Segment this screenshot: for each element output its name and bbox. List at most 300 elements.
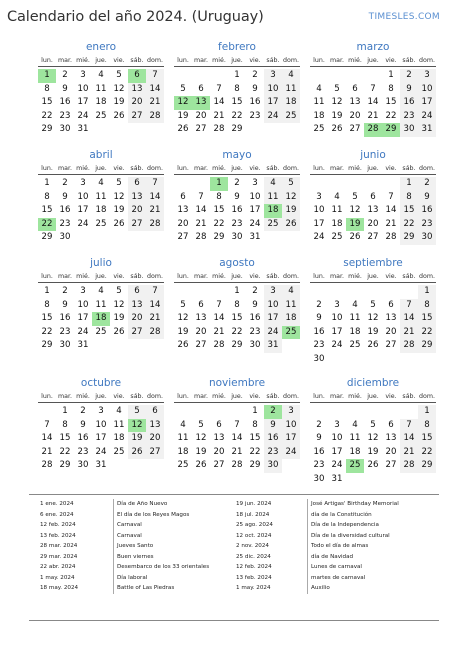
day-cell: 21 (146, 204, 164, 218)
holiday-day-cell: 18 (264, 204, 282, 218)
holiday-day-cell: 19 (346, 218, 364, 232)
month-julio (38, 256, 164, 353)
day-cell: 13 (349, 97, 361, 107)
weekday-label: jue. (231, 165, 243, 172)
weekday-label: mar. (329, 165, 344, 172)
day-cell: 1 (62, 406, 68, 416)
day-cell: 25 (95, 218, 107, 229)
day-cell: 3 (418, 69, 436, 83)
day-grid (310, 285, 436, 366)
day-cell: 4 (98, 286, 104, 296)
day-cell: 18 (282, 312, 300, 326)
holiday-day-cell: 25 (346, 459, 364, 473)
day-cell: 1 (44, 286, 50, 296)
day-cell: 22 (249, 446, 261, 457)
month-enero (38, 40, 164, 137)
day-cell: 3 (264, 69, 282, 83)
day-cell: 1 (418, 405, 436, 419)
day-cell: 2 (62, 286, 68, 296)
day-cell: 14 (400, 432, 418, 446)
day-cell: 27 (128, 326, 146, 340)
day-cell: 16 (400, 96, 418, 110)
day-cell: 18 (331, 218, 343, 229)
day-cell: 1 (234, 70, 240, 80)
day-cell: 19 (113, 205, 125, 215)
day-cell: 7 (216, 299, 222, 310)
day-cell: 10 (95, 419, 107, 430)
brand-link[interactable]: TIMESLES.COM (368, 12, 440, 22)
day-cell: 17 (264, 312, 282, 326)
weekday-label: lun. (41, 57, 53, 64)
weekday-label: sáb. (130, 273, 144, 280)
weekday-header (310, 55, 436, 67)
day-cell: 29 (400, 231, 418, 245)
month-diciembre (310, 376, 436, 486)
month-name: noviembre (208, 377, 266, 389)
day-cell: 15 (400, 204, 418, 218)
weekday-header (310, 271, 436, 283)
day-cell: 14 (146, 191, 164, 205)
day-cell: 14 (367, 97, 379, 107)
day-cell: 9 (252, 299, 258, 310)
month-name: septiembre (343, 257, 403, 269)
day-cell: 10 (77, 299, 89, 310)
day-cell: 24 (264, 110, 282, 124)
weekday-label: dom. (283, 165, 299, 172)
weekday-label: dom. (283, 57, 299, 64)
day-cell: 12 (195, 433, 207, 443)
day-cell: 17 (331, 326, 343, 337)
day-cell: 23 (77, 446, 89, 457)
day-cell: 23 (400, 110, 418, 124)
day-cell: 27 (385, 460, 397, 470)
day-grid (310, 405, 436, 486)
day-cell: 21 (146, 312, 164, 326)
day-grid (38, 69, 164, 137)
month-name: enero (85, 41, 117, 53)
day-cell: 3 (334, 419, 340, 430)
weekday-label: vie. (113, 57, 125, 64)
day-cell: 17 (331, 446, 343, 457)
day-cell: 16 (231, 205, 243, 215)
day-cell: 28 (41, 460, 53, 470)
day-cell: 25 (282, 110, 300, 124)
day-cell: 15 (41, 97, 53, 107)
day-cell: 8 (418, 419, 436, 433)
day-cell: 11 (349, 313, 361, 323)
day-cell: 22 (385, 110, 397, 121)
weekday-label: jue. (231, 57, 243, 64)
weekday-label: dom. (147, 165, 163, 172)
day-cell: 6 (128, 285, 146, 299)
weekday-label: mar. (57, 57, 72, 64)
weekday-label: jue. (367, 393, 379, 400)
month-name: abril (89, 149, 113, 161)
day-cell: 26 (367, 460, 379, 470)
day-cell: 12 (331, 97, 343, 107)
day-cell: 20 (385, 326, 397, 337)
day-cell: 2 (316, 419, 322, 430)
holiday-name: Todo el día de almas (307, 541, 368, 552)
weekday-label: dom. (147, 57, 163, 64)
day-cell: 25 (264, 218, 282, 232)
day-cell: 5 (180, 83, 186, 94)
holiday-date: 12 feb. 2024 (40, 522, 76, 528)
weekday-header (38, 271, 164, 283)
month-name: agosto (219, 257, 255, 269)
day-cell: 22 (400, 218, 418, 232)
day-cell: 10 (249, 191, 261, 202)
month-name: octubre (80, 377, 122, 389)
day-cell: 3 (252, 178, 258, 188)
day-cell: 14 (400, 312, 418, 326)
month-febrero (174, 40, 300, 137)
weekday-label: jue. (95, 273, 107, 280)
day-cell: 5 (198, 419, 204, 430)
holiday-day-cell: 18 (92, 312, 110, 326)
day-cell: 17 (418, 96, 436, 110)
day-cell: 25 (313, 124, 325, 134)
day-cell: 24 (331, 340, 343, 350)
day-cell: 7 (146, 177, 164, 191)
holiday-day-cell: 25 (282, 326, 300, 340)
day-grid (38, 285, 164, 353)
day-cell: 7 (388, 191, 394, 202)
day-cell: 10 (77, 83, 89, 94)
weekday-label: mié. (348, 393, 362, 400)
holiday-date: 25 dic. 2024 (236, 553, 271, 560)
weekday-label: vie. (249, 393, 261, 400)
day-cell: 18 (349, 326, 361, 337)
holiday-date: 2 nov. 2024 (236, 543, 269, 549)
day-cell: 13 (128, 83, 146, 97)
weekday-label: dom. (283, 273, 299, 280)
day-cell: 29 (231, 340, 243, 350)
day-cell: 27 (195, 340, 207, 350)
day-cell: 25 (177, 460, 189, 470)
day-cell: 27 (213, 460, 225, 470)
day-cell: 29 (59, 460, 71, 470)
day-cell: 21 (231, 446, 243, 457)
day-cell: 29 (418, 339, 436, 353)
day-cell: 19 (282, 204, 300, 218)
day-cell: 4 (98, 178, 104, 188)
day-cell: 24 (418, 110, 436, 124)
day-cell: 3 (264, 285, 282, 299)
day-cell: 24 (264, 326, 282, 340)
day-cell: 5 (128, 405, 146, 419)
month-marzo (310, 40, 436, 137)
weekday-label: sáb. (130, 393, 144, 400)
weekday-label: jue. (367, 273, 379, 280)
day-cell: 24 (282, 446, 300, 460)
day-grid (310, 177, 436, 245)
day-cell: 21 (195, 218, 207, 229)
day-cell: 5 (370, 419, 376, 430)
day-cell: 26 (113, 326, 125, 337)
weekday-label: mar. (57, 393, 72, 400)
day-cell: 9 (252, 83, 258, 94)
day-cell: 25 (95, 326, 107, 337)
day-cell: 5 (352, 191, 358, 202)
weekday-label: dom. (147, 393, 163, 400)
day-cell: 27 (128, 110, 146, 124)
day-cell: 19 (367, 446, 379, 457)
day-cell: 3 (80, 178, 86, 188)
day-cell: 31 (77, 124, 89, 134)
day-cell: 7 (198, 191, 204, 202)
day-cell: 6 (388, 419, 394, 430)
day-cell: 29 (41, 340, 53, 350)
day-cell: 11 (95, 191, 107, 202)
day-cell: 22 (59, 446, 71, 457)
holiday-name: Auxilio (307, 583, 330, 594)
day-cell: 3 (80, 70, 86, 80)
day-cell: 9 (400, 83, 418, 97)
day-cell: 13 (177, 205, 189, 215)
day-cell: 21 (146, 96, 164, 110)
holiday-day-cell: 29 (382, 123, 400, 137)
day-cell: 6 (128, 177, 146, 191)
day-cell: 12 (113, 299, 125, 310)
day-cell: 22 (231, 110, 243, 121)
day-cell: 15 (231, 313, 243, 323)
day-cell: 30 (59, 340, 71, 350)
day-cell: 28 (146, 326, 164, 340)
holiday-day-cell: 1 (38, 69, 56, 83)
day-cell: 15 (231, 97, 243, 107)
day-cell: 18 (95, 97, 107, 107)
day-cell: 31 (77, 340, 89, 350)
weekday-label: mié. (348, 57, 362, 64)
holiday-day-cell: 22 (38, 218, 56, 232)
weekday-label: vie. (385, 393, 397, 400)
day-cell: 27 (367, 232, 379, 242)
holiday-day-cell: 2 (264, 405, 282, 419)
day-cell: 9 (316, 313, 322, 323)
day-cell: 10 (331, 313, 343, 323)
weekday-label: sáb. (266, 165, 280, 172)
holiday-date: 12 oct. 2024 (236, 532, 272, 539)
day-cell: 11 (113, 419, 125, 430)
day-cell: 9 (80, 419, 86, 430)
month-noviembre (174, 376, 300, 473)
holiday-day-cell: 13 (192, 96, 210, 110)
day-cell: 4 (334, 191, 340, 202)
day-cell: 9 (316, 433, 322, 443)
weekday-label: vie. (249, 273, 261, 280)
day-grid (174, 177, 300, 245)
day-cell: 6 (216, 419, 222, 430)
day-cell: 24 (313, 232, 325, 242)
day-cell: 26 (177, 340, 189, 350)
weekday-label: sáb. (402, 393, 416, 400)
day-cell: 7 (400, 419, 418, 433)
weekday-label: lun. (313, 165, 325, 172)
day-cell: 3 (316, 191, 322, 202)
weekday-label: mar. (193, 273, 208, 280)
day-cell: 11 (331, 205, 343, 215)
day-cell: 17 (77, 205, 89, 215)
month-abril (38, 148, 164, 245)
day-cell: 31 (249, 232, 261, 242)
holiday-name: Battle of Las Piedras (113, 583, 174, 594)
day-cell: 2 (252, 286, 258, 296)
day-cell: 31 (331, 473, 343, 484)
day-cell: 17 (77, 313, 89, 323)
day-grid (310, 69, 436, 137)
day-cell: 21 (41, 446, 53, 457)
weekday-header (38, 391, 164, 403)
day-cell: 30 (264, 459, 282, 473)
day-cell: 30 (418, 231, 436, 245)
holiday-day-cell: 12 (128, 419, 146, 433)
day-cell: 23 (249, 326, 261, 337)
month-name: julio (90, 257, 112, 269)
day-cell: 23 (249, 110, 261, 121)
day-cell: 27 (349, 124, 361, 134)
day-cell: 12 (367, 313, 379, 323)
day-cell: 8 (216, 191, 222, 202)
day-cell: 31 (418, 123, 436, 137)
weekday-label: mié. (212, 165, 226, 172)
day-cell: 4 (352, 299, 358, 310)
day-cell: 17 (249, 205, 261, 215)
holiday-name: Jueves Santo (113, 541, 153, 552)
day-cell: 27 (146, 446, 164, 460)
day-cell: 29 (231, 124, 243, 134)
weekday-header (310, 391, 436, 403)
day-cell: 2 (62, 70, 68, 80)
day-cell: 15 (59, 433, 71, 443)
weekday-header (174, 271, 300, 283)
day-cell: 22 (41, 110, 53, 121)
holiday-name: martes de carnaval (307, 573, 365, 584)
month-name: diciembre (346, 377, 400, 389)
weekday-label: mié. (76, 393, 90, 400)
day-cell: 9 (62, 191, 68, 202)
day-cell: 21 (213, 326, 225, 337)
day-cell: 22 (418, 326, 436, 340)
day-cell: 14 (385, 205, 397, 215)
day-cell: 1 (44, 178, 50, 188)
day-cell: 6 (180, 191, 186, 202)
day-cell: 20 (195, 110, 207, 121)
month-name: mayo (222, 149, 252, 161)
holiday-day-cell: 1 (210, 177, 228, 191)
day-cell: 18 (95, 205, 107, 215)
day-cell: 6 (198, 83, 204, 94)
holiday-date: 13 feb. 2024 (40, 532, 76, 539)
day-cell: 26 (282, 218, 300, 232)
day-cell: 10 (331, 433, 343, 443)
day-cell: 13 (385, 313, 397, 323)
holiday-name: José Artigas' Birthday Memorial (307, 499, 399, 510)
day-cell: 29 (41, 232, 53, 242)
day-cell: 2 (418, 177, 436, 191)
weekday-label: vie. (113, 393, 125, 400)
day-cell: 20 (177, 218, 189, 229)
day-cell: 21 (385, 218, 397, 229)
weekday-label: vie. (249, 165, 261, 172)
weekday-label: mar. (329, 393, 344, 400)
day-cell: 7 (146, 69, 164, 83)
weekday-header (38, 55, 164, 67)
day-cell: 27 (385, 340, 397, 350)
day-cell: 21 (367, 110, 379, 121)
day-cell: 24 (95, 446, 107, 457)
day-cell: 3 (80, 286, 86, 296)
day-cell: 10 (264, 299, 282, 313)
day-grid (174, 405, 300, 473)
holiday-date: 25 ago. 2024 (236, 522, 273, 528)
holiday-date: 19 jun. 2024 (236, 501, 272, 507)
holiday-day-cell: 12 (174, 96, 192, 110)
day-cell: 23 (59, 326, 71, 337)
day-cell: 15 (41, 313, 53, 323)
day-cell: 3 (334, 299, 340, 310)
weekday-label: dom. (419, 273, 435, 280)
weekday-label: dom. (147, 273, 163, 280)
holiday-date: 1 may. 2024 (236, 585, 271, 591)
day-cell: 5 (116, 286, 122, 296)
day-cell: 27 (195, 124, 207, 134)
day-cell: 12 (177, 313, 189, 323)
day-cell: 8 (400, 191, 418, 205)
holiday-name: Día de la diversidad cultural (307, 531, 390, 542)
day-cell: 30 (313, 473, 325, 484)
weekday-label: vie. (385, 57, 397, 64)
day-cell: 7 (234, 419, 240, 430)
day-cell: 16 (249, 313, 261, 323)
holiday-date: 29 mar. 2024 (40, 553, 78, 560)
day-cell: 13 (385, 433, 397, 443)
day-cell: 1 (388, 70, 394, 80)
day-cell: 26 (331, 124, 343, 134)
day-cell: 18 (349, 446, 361, 457)
weekday-label: sáb. (130, 57, 144, 64)
day-cell: 17 (264, 96, 282, 110)
day-cell: 10 (77, 191, 89, 202)
day-cell: 10 (418, 83, 436, 97)
day-cell: 16 (59, 205, 71, 215)
day-cell: 24 (77, 218, 89, 229)
weekday-label: jue. (95, 57, 107, 64)
day-cell: 26 (128, 446, 146, 460)
day-cell: 16 (77, 433, 89, 443)
day-cell: 2 (316, 299, 322, 310)
day-cell: 17 (313, 218, 325, 229)
day-cell: 20 (128, 96, 146, 110)
day-cell: 26 (367, 340, 379, 350)
holiday-day-cell: 6 (128, 69, 146, 83)
weekday-label: lun. (177, 393, 189, 400)
day-cell: 8 (234, 83, 240, 94)
day-cell: 4 (282, 69, 300, 83)
day-cell: 9 (264, 419, 282, 433)
weekday-label: sáb. (402, 57, 416, 64)
day-cell: 24 (77, 326, 89, 337)
day-cell: 25 (113, 446, 125, 457)
day-cell: 19 (367, 326, 379, 337)
day-cell: 19 (113, 97, 125, 107)
day-cell: 4 (352, 419, 358, 430)
weekday-label: dom. (283, 393, 299, 400)
weekday-label: jue. (95, 393, 107, 400)
month-septiembre (310, 256, 436, 366)
day-cell: 7 (370, 83, 376, 94)
day-cell: 8 (44, 191, 50, 202)
